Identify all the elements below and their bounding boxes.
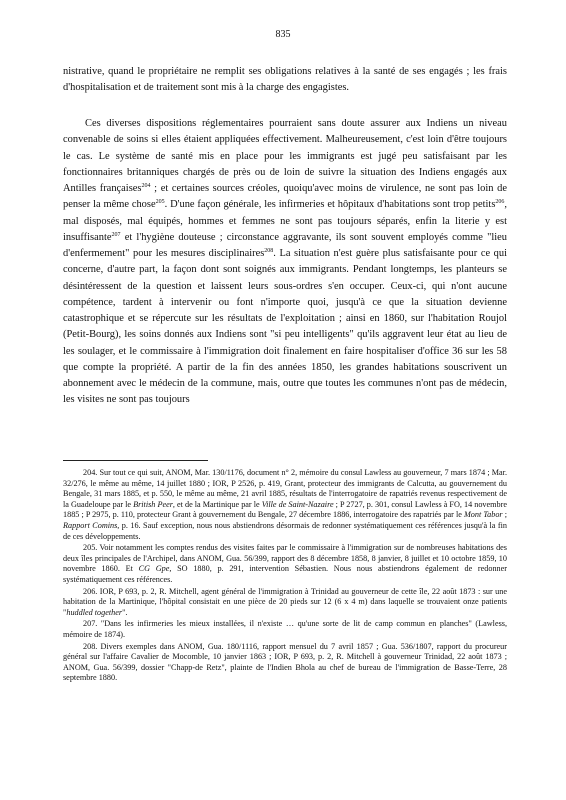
- italic-text: British Peer: [133, 499, 173, 509]
- text-run: 208. Divers exemples dans ANOM, Gua. 180/1116, rapport mensuel du 7 avril 1857 ; Gua. 536/1807, rapport du procureur général sur l'affaire Cavalier de Mocomble, 10 janvier 1863 ; IOR, P 693, p. 2, R. Mitchell à gouverneur Trinidad, 22 août 1873 ; ANOM, Gua. 56/399, dossier "Chapp-de Retz", plainte de l'Indien Bhola au chef de bureau de l'immigration de Basse-Terre, 28 septembre 1880.: [63, 641, 507, 683]
- text-run: , mal disposés, mal équipés, hommes et femmes ne sont pas toujours séparés, enfin la literie y est insuffisante: [63, 199, 507, 243]
- footnote-reference: 207: [111, 231, 121, 238]
- text-run: ;: [502, 510, 507, 520]
- footnote-207: [63, 619, 507, 640]
- text-run: Ces diverses dispositions réglementaires pourraient sans doute assurer aux Indiens un niveau convenable de soins si elles étaient appliquées effectivement. Malheureusement, c'est loin d'être toujours le cas. Le système de santé mis en place pour les immigrants est jugé peu satisfaisant par les fonctionnaires britanniques chargés de près ou de loin de suivre la situation des Indiens engagés aux Antilles françaises: [63, 118, 507, 194]
- text-run: ; P 2727, p. 301, consul Lawless à FO, 14 novembre 1885 ; P 2975, p. 110, protecteur Grant à gouvernement du Bengale, 27 décembre 1886, interrogatoire des rapatriés par le: [63, 499, 507, 520]
- footnote-206: [63, 587, 507, 619]
- footnote-reference: 204: [141, 183, 151, 189]
- text-run: , SO 1880, p. 291, intervention Sébastien. Nous nous abstiendrons également de redonner systématiquement ces références.: [63, 564, 508, 584]
- paragraph: [63, 64, 507, 97]
- footnote-208: [63, 642, 507, 684]
- text-run: et l'hygiène douteuse ; circonstance aggravante, ils sont souvent employés comme "lieu d'enfermement" pour les mesures disciplinaires: [63, 231, 507, 259]
- footnote-separator: [63, 460, 208, 461]
- footnote-reference: 205: [155, 199, 165, 206]
- text-run: 204. Sur tout ce qui suit, ANOM, Mar. 130/1176, document n° 2, mémoire du consul Lawless au gouverneur, 7 mars 1874 ; Mar. 32/276, le même au même, 14 juillet 1880 ; IOR, P 2526, p. 419, Grant, protecteur des immigrants de Calcutta, au gouvernement du Bengale, 31 mars 1885, et p. 550, le même au même, 21 avril 1885, résultats de l'interrogatoire de rapatriés revenus respectivement de la Guadeloupe par le: [63, 468, 507, 509]
- text-run: ".: [122, 607, 128, 617]
- footnote-204: [63, 468, 507, 542]
- footnotes: [63, 468, 507, 685]
- text-run: 205. Voir notamment les comptes rendus des visites faites par le commissaire à l'immigration sur de nombreuses habitations des deux îles principales de l'Archipel, dans ANOM, Gua. 56/399, rapport des 8 décembre 1858, 8 janvier, 8 juillet et 10 octobre 1859, 10 novembre 1860. Et: [63, 543, 507, 574]
- footnote-205: [63, 543, 507, 585]
- text-run: . D'une façon générale, les infirmeries et hôpitaux d'habitations sont trop petits: [164, 199, 496, 211]
- page-number: 835: [275, 29, 291, 40]
- text-run: 206. IOR, P 693, p. 2, R. Mitchell, agent général de l'immigration à Trinidad au gouverneur de cette île, 22 août 1873 : sur une habitation de la Martinique, l'hôpital consistait en une pièce de 20 pieds sur 12 (6 x 4 m) dans laquelle se trouvaient onze patients ": [63, 586, 507, 617]
- text-run: ; et certaines sources créoles, quoiqu'avec moins de virulence, ne sont pas loin de penser la même chose: [63, 183, 507, 211]
- italic-text: Rapport Comins: [63, 520, 118, 530]
- italic-text: huddled together: [66, 607, 123, 617]
- text-run: 207. "Dans les infirmeries les mieux installées, il n'existe … qu'une sorte de lit de camp commun en planches" (Lawless, mémoire de 1874).: [63, 619, 507, 639]
- italic-text: Ville de Saint-Nazaire: [261, 499, 334, 509]
- footnote-reference: 206: [495, 199, 505, 206]
- italic-text: CG Gpe: [138, 564, 170, 574]
- italic-text: Mont Tabor: [463, 510, 503, 520]
- text-run: , p. 16. Sauf exception, nous nous abstiendrons désormais de redonner systématiquement ces références jusqu'à la fin de ces développements.: [63, 520, 507, 541]
- text-run: nistrative, quand le propriétaire ne remplit ses obligations relatives à la santé de ses engagés ; les frais d'hospitalisation et de traitement sont mis à la charge des engagistes.: [63, 66, 507, 94]
- paragraph: [63, 116, 507, 409]
- text-run: . La situation n'est guère plus satisfaisante pour ce qui concerne, d'autre part, la façon dont sont soignés aux immigrants. Pendant longtemps, les planteurs se désintéressent de la question et laissent leurs sous-ordres s'en occuper. Ceux-ci, qui n'ont aucune compétence, tardent à intervenir ou font n'importe quoi, jusqu'à ce que la situation devienne catastrophique et se répercute sur les résultats de l'exploitation ; ainsi en 1860, sur l'habitation Roujol (Petit-Bourg), les soins donnés aux Indiens sont "si peu intelligents" qu'ils aggravent leur état au lieu de les soulager, et le commissaire à l'immigration doit finalement en faire hospitaliser d'office 36 sur les 58 que compte la propriété. A partir de la fin des années 1850, les grandes habitations souscrivent un abonnement avec le médecin de la commune, mais, outre que toutes les communes n'ont pas de médecin, les visites ne sont pas toujours: [63, 248, 507, 406]
- text-run: , et de la Martinique par le: [172, 499, 262, 509]
- footnote-reference: 208: [264, 248, 274, 254]
